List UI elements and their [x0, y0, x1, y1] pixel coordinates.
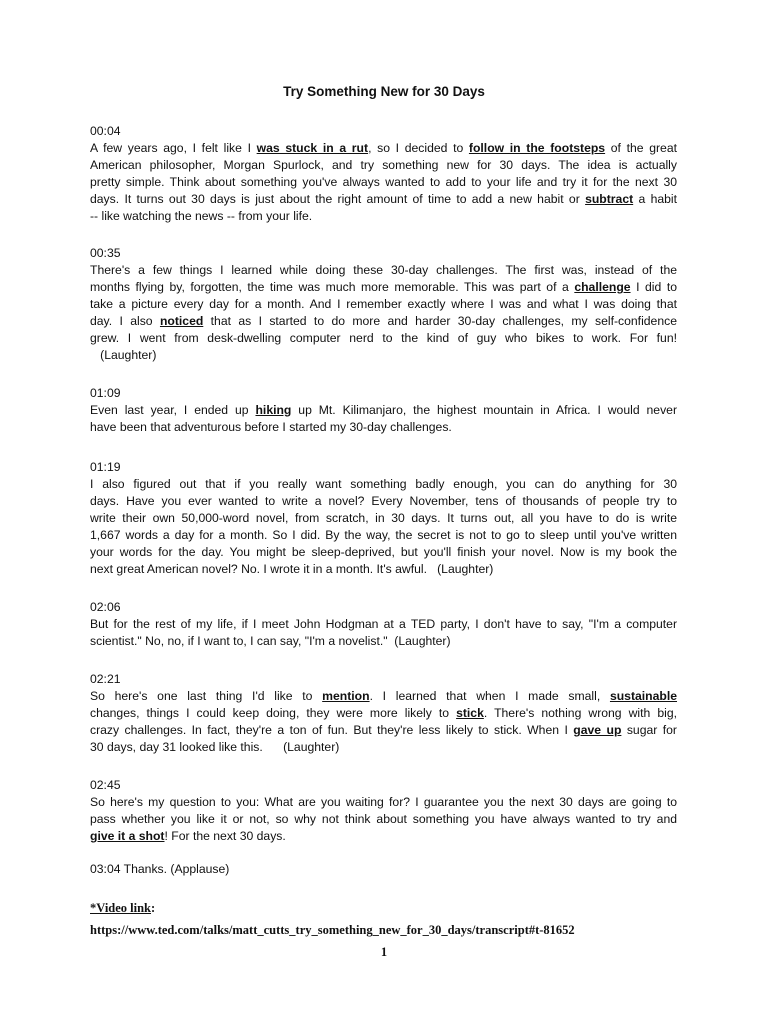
line-text: I also figured out that if you really want something badly enough, you can do anything for 30	[90, 477, 677, 491]
line-text: your words for the day. You might be sleep-deprived, but you'll finish your novel. Now is my book the	[90, 545, 677, 559]
timestamp: 00:35	[90, 246, 121, 260]
timestamp: 01:09	[90, 386, 121, 400]
line-text: But for the rest of my life, if I meet John Hodgman at a TED party, I don't have to say, "I'm a computer	[90, 617, 677, 631]
line-text: months flying by, forgotten, the time was much more memorable. This was part of a	[90, 280, 575, 294]
line-text: So here's one last thing I'd like to	[90, 689, 323, 703]
paragraph-line	[90, 476, 677, 493]
paragraph-line	[90, 296, 677, 313]
video-link-colon: :	[151, 901, 156, 915]
paragraph-line	[90, 688, 677, 705]
line-text: pass whether you like it or not, so why not think about something you have always wanted to try and	[90, 812, 677, 826]
transcript-section	[90, 458, 677, 578]
paragraph-line	[90, 262, 677, 279]
transcript-section	[90, 776, 677, 845]
line-text: days. Have you ever wanted to write a novel? Every November, tens of thousands of people try to	[90, 494, 677, 508]
timestamp: 02:45	[90, 778, 121, 792]
paragraph-line	[90, 510, 677, 527]
paragraph-line	[90, 157, 677, 174]
video-link-url[interactable]: https://www.ted.com/talks/matt_cutts_try_something_new_for_30_days/transcript#t-81652	[90, 923, 575, 937]
paragraph-line	[90, 705, 677, 722]
highlighted-phrase: was stuck in a rut	[256, 141, 369, 155]
paragraph-line	[90, 633, 677, 650]
line-text: that as I started to do more and harder 30-day challenges, my self-confidence	[203, 314, 677, 328]
line-text: day. I also	[90, 314, 160, 328]
paragraph-line	[90, 828, 677, 845]
paragraph-line	[90, 347, 677, 364]
paragraph-line	[90, 722, 677, 739]
line-text: up Mt. Kilimanjaro, the highest mountain in Africa. I would never	[291, 403, 678, 417]
paragraph-line	[90, 313, 677, 330]
highlighted-phrase: gave up	[573, 723, 622, 737]
paragraph-line	[90, 330, 677, 347]
paragraph-line	[90, 739, 677, 756]
paragraph-line	[90, 419, 677, 436]
line-text: (Laughter)	[90, 348, 157, 362]
paragraph-line	[90, 794, 677, 811]
highlighted-phrase: give it a shot	[90, 829, 165, 843]
highlighted-phrase: sustainable	[609, 689, 678, 703]
paragraph-line	[90, 174, 677, 191]
timestamp: 01:19	[90, 460, 121, 474]
paragraph-line	[90, 140, 677, 157]
paragraph-line	[90, 493, 677, 510]
line-text: I did to	[630, 280, 677, 294]
paragraph-line	[90, 208, 677, 225]
transcript-section	[90, 244, 677, 364]
document-title: Try Something New for 30 Days	[283, 84, 485, 99]
line-text: days. It turns out 30 days is just about the right amount of time to add a new habit or	[90, 192, 586, 206]
line-text: American philosopher, Morgan Spurlock, and try something new for 30 days. The idea is actually	[90, 158, 677, 172]
line-text: a habit	[633, 192, 677, 206]
transcript-section	[90, 384, 677, 436]
line-text: A few years ago, I felt like I	[90, 141, 257, 155]
highlighted-phrase: stick	[456, 706, 484, 720]
highlighted-phrase: challenge	[574, 280, 631, 294]
paragraph-line	[90, 402, 677, 419]
page-number: 1	[380, 945, 388, 959]
video-link-label: *Video link	[90, 901, 152, 915]
line-text: ! For the next 30 days.	[164, 829, 286, 843]
highlighted-phrase: noticed	[159, 314, 204, 328]
line-text: 30 days, day 31 looked like this. (Laughter)	[90, 740, 340, 754]
line-text: write their own 50,000-word novel, from scratch, in 30 days. It turns out, all you have to do is write	[90, 511, 677, 525]
line-text: 1,667 words a day for a month. So I did. By the way, the secret is not to go to sleep until you've written	[90, 528, 677, 542]
line-text: . I learned that when I made small,	[369, 689, 610, 703]
line-text: There's a few things I learned while doing these 30-day challenges. The first was, instead of the	[90, 263, 677, 277]
line-text: changes, things I could keep doing, they were more likely to	[90, 706, 457, 720]
paragraph-line	[90, 616, 677, 633]
timestamp: 00:04	[90, 124, 121, 138]
paragraph-line	[90, 191, 677, 208]
line-text: Even last year, I ended up	[90, 403, 256, 417]
timestamp: 02:21	[90, 672, 121, 686]
closing-line: 03:04 Thanks. (Applause)	[90, 862, 230, 876]
line-text: crazy challenges. In fact, they're a ton of fun. But they're less likely to stick. When I	[90, 723, 574, 737]
transcript-section	[90, 670, 677, 756]
paragraph-line	[90, 544, 677, 561]
highlighted-phrase: mention	[322, 689, 370, 703]
line-text: . There's nothing wrong with big,	[483, 706, 677, 720]
video-link-block	[90, 897, 575, 941]
transcript-section	[90, 598, 677, 650]
paragraph-line	[90, 811, 677, 828]
transcript-section	[90, 122, 677, 225]
line-text: sugar for	[621, 723, 677, 737]
line-text: pretty simple. Think about something you've always wanted to add to your life and try it for the next 30	[90, 175, 677, 189]
line-text: next great American novel? No. I wrote it in a month. It's awful. (Laughter)	[90, 562, 494, 576]
line-text: grew. I went from desk-dwelling computer nerd to the kind of guy who bikes to work. For fun!	[90, 331, 677, 345]
line-text: of the great	[605, 141, 677, 155]
paragraph-line	[90, 279, 677, 296]
line-text: , so I decided to	[368, 141, 469, 155]
paragraph-line	[90, 561, 677, 578]
highlighted-phrase: subtract	[585, 192, 634, 206]
line-text: take a picture every day for a month. And I remember exactly where I was and what I was doing that	[90, 297, 677, 311]
line-text: scientist." No, no, if I want to, I can say, "I'm a novelist." (Laughter)	[90, 634, 451, 648]
video-link-heading	[90, 897, 575, 919]
timestamp: 02:06	[90, 600, 121, 614]
line-text: -- like watching the news -- from your life.	[90, 209, 313, 223]
line-text: have been that adventurous before I started my 30-day challenges.	[90, 420, 452, 434]
highlighted-phrase: hiking	[255, 403, 292, 417]
line-text: So here's my question to you: What are you waiting for? I guarantee you the next 30 days are going to	[90, 795, 677, 809]
highlighted-phrase: follow in the footsteps	[468, 141, 606, 155]
paragraph-line	[90, 527, 677, 544]
